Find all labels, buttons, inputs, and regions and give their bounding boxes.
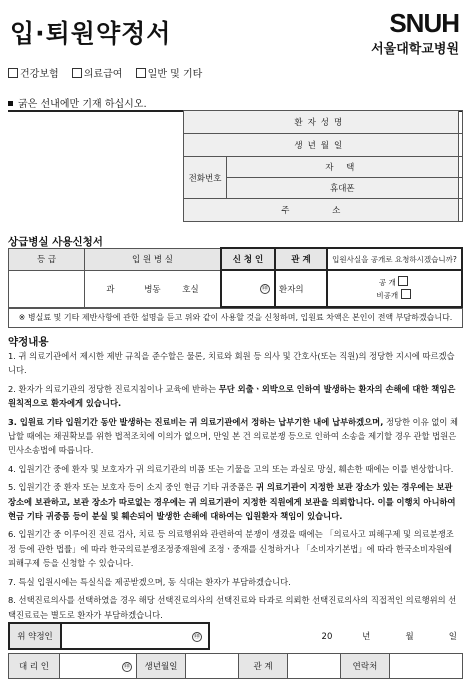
checkbox[interactable] bbox=[136, 68, 146, 78]
page-title: 입·퇴원약정서 bbox=[10, 19, 172, 48]
ward-request-table bbox=[8, 247, 463, 308]
seal-icon: ㊞ bbox=[123, 662, 130, 670]
room-unit: 호실 bbox=[182, 284, 199, 295]
dept-unit: 과 bbox=[106, 284, 115, 295]
date-field[interactable] bbox=[209, 623, 463, 649]
proxy-label: 대 리 인 bbox=[9, 654, 60, 679]
term-item: 6. 입원기간 중 이루어진 진료 검사, 치료 등 의료행위와 관련하여 분쟁이 생겼을 때에는 「의료사고 피해구제 및 의료분쟁조정 등에 관한 법률」에 따라 한국의료분쟁조정중재원에 조정ㆍ중재를 신청하거나 「소비자기본법」에 따라 한국소비자원에 피해구제 등을 신청할 수 있습니다. bbox=[8, 529, 454, 569]
insurance-option[interactable]: 건강보험 bbox=[8, 69, 59, 80]
birth-date-label: 생년월일 bbox=[184, 134, 459, 157]
seal-icon: ㊞ bbox=[193, 632, 200, 640]
proxy-field[interactable] bbox=[60, 654, 137, 679]
public-label: 공 개 bbox=[378, 277, 396, 287]
relation-prefix: 환자의 bbox=[279, 284, 304, 295]
proxy-relation-field[interactable] bbox=[288, 654, 341, 679]
disclosure-header: 입원사실을 공개로 요청하시겠습니까? bbox=[327, 248, 462, 270]
proxy-signature-row bbox=[8, 653, 463, 679]
term-item: 5. 입원기간 중 환자 또는 보호자 등이 소지 중인 현금 기타 귀중품은 귀 의료기관이 지정한 보관 장소가 있는 경우에는 보관 장소에 보관하고, 보관 장소가 따로없는 경우에는 귀 의료기관이 지정한 직원에게 보관을 의뢰합니다. 이를 이행치 아니하여 현금 기타 귀중품 등이 분실 및 훼손되어 발생한 손해에 대하여는 입원환자 책임이 있습니다. bbox=[8, 482, 456, 522]
term-item: 3. 입원료 기타 입원기간 동안 발생하는 진료비는 귀 의료기관에서 정하는 납부기한 내에 납부하겠으며, 정당한 이유 없이 체납할 때에는 채권확보를 위한 법적조치에 이의가 없으며, 만일 본 건 의료분쟁 등으로 인하여 소송을 제기할 경우 관할 법원은 민사소송법에 따릅니다. bbox=[8, 416, 459, 456]
proxy-birth-field[interactable] bbox=[186, 654, 239, 679]
checkbox[interactable] bbox=[401, 289, 411, 299]
relation-field[interactable] bbox=[275, 270, 327, 307]
term-item: 4. 입원기간 중에 환자 및 보호자가 귀 의료기관의 비품 또는 기물을 고의 또는 과실로 망실, 훼손한 때에는 이를 변상합니다. bbox=[8, 463, 454, 474]
month-unit: 월 bbox=[405, 632, 414, 642]
instruction-notice bbox=[8, 95, 147, 110]
home-phone-label: 자 택 bbox=[227, 157, 459, 178]
hospital-logo: SNUH bbox=[389, 8, 459, 38]
home-phone-field[interactable] bbox=[458, 157, 462, 178]
proxy-birth-label: 생년월일 bbox=[137, 654, 186, 679]
terms-title: 약정내용 bbox=[8, 336, 49, 348]
term-item: 2. 환자가 의료기관의 정당한 진료지침이나 교육에 반하는 무단 외출ㆍ외박으로 인하여 발생하는 환자의 손해에 대한 책임은 원칙적으로 환자에게 있습니다. bbox=[8, 383, 456, 409]
agreer-field[interactable] bbox=[61, 623, 209, 649]
applicant-field[interactable] bbox=[221, 270, 275, 307]
term-item: 1. 귀 의료기관에서 제시한 제반 규칙을 준수할은 물론, 치료와 회원 등 의사 및 간호사(또는 직원)의 정당한 지시에 따르겠습니다. bbox=[8, 351, 455, 376]
applicant-header: 신 청 인 bbox=[221, 248, 275, 270]
proxy-contact-label: 연락처 bbox=[341, 654, 390, 679]
insurance-option[interactable]: 일반 및 기타 bbox=[136, 69, 203, 80]
grade-header: 등 급 bbox=[9, 248, 85, 270]
patient-info-table bbox=[183, 110, 463, 222]
term-item: 8. 선택진료의사를 선택하였을 경우 해당 선택진료의사의 선택진료와 타과로 의뢰한 선택진료의사의 직접적인 의료행위의 선택진료료는 별도로 환자가 부담하겠습니다. bbox=[8, 595, 457, 620]
address-label: 주 소 bbox=[184, 199, 459, 222]
ward-section-title: 상급병실 사용신청서 bbox=[8, 236, 103, 248]
hospital-name: 서울대학교병원 bbox=[371, 42, 459, 57]
proxy-relation-label: 관 계 bbox=[239, 654, 288, 679]
disclosure-options bbox=[327, 270, 462, 307]
year-unit: 년 bbox=[362, 632, 371, 642]
room-field[interactable] bbox=[85, 270, 222, 307]
insurance-checkboxes bbox=[8, 65, 212, 80]
agreer-label: 위 약정인 bbox=[9, 623, 61, 649]
proxy-contact-field[interactable] bbox=[390, 654, 463, 679]
public-option[interactable] bbox=[328, 276, 461, 289]
year-prefix: 20 bbox=[321, 632, 333, 642]
ward-note: ※ 병실료 및 기타 제반사항에 관한 설명을 듣고 위와 같이 사용할 것을 신청하며, 입원료 차액은 본인이 전액 부담하겠습니다. bbox=[8, 308, 463, 328]
day-unit: 일 bbox=[448, 632, 457, 642]
checkbox[interactable] bbox=[72, 68, 82, 78]
room-header: 입 원 병 실 bbox=[85, 248, 222, 270]
insurance-option[interactable]: 의료급여 bbox=[72, 69, 123, 80]
birth-date-field[interactable] bbox=[458, 134, 462, 157]
grade-field[interactable] bbox=[9, 270, 85, 307]
private-label: 비공개 bbox=[376, 290, 399, 300]
checkbox[interactable] bbox=[8, 68, 18, 78]
checkbox[interactable] bbox=[398, 276, 408, 286]
term-item: 7. 특실 입원시에는 특실식을 제공받겠으며, 동 식대는 환자가 부담하겠습니다. bbox=[8, 576, 291, 587]
notice-text: 굵은 선내에만 기재 하십시오. bbox=[18, 99, 147, 110]
private-option[interactable] bbox=[328, 289, 461, 302]
address-field[interactable] bbox=[458, 199, 462, 222]
seal-icon: ㊞ bbox=[261, 285, 268, 292]
mobile-label: 휴대폰 bbox=[227, 178, 459, 199]
terms-list bbox=[8, 349, 460, 626]
patient-name-field[interactable] bbox=[458, 111, 462, 134]
mobile-field[interactable] bbox=[458, 178, 462, 199]
agreer-signature-row bbox=[8, 622, 463, 650]
phone-label: 전화번호 bbox=[184, 157, 227, 199]
relation-header: 관 계 bbox=[275, 248, 327, 270]
patient-name-label: 환자성명 bbox=[184, 111, 459, 134]
ward-unit: 병동 bbox=[144, 284, 161, 295]
